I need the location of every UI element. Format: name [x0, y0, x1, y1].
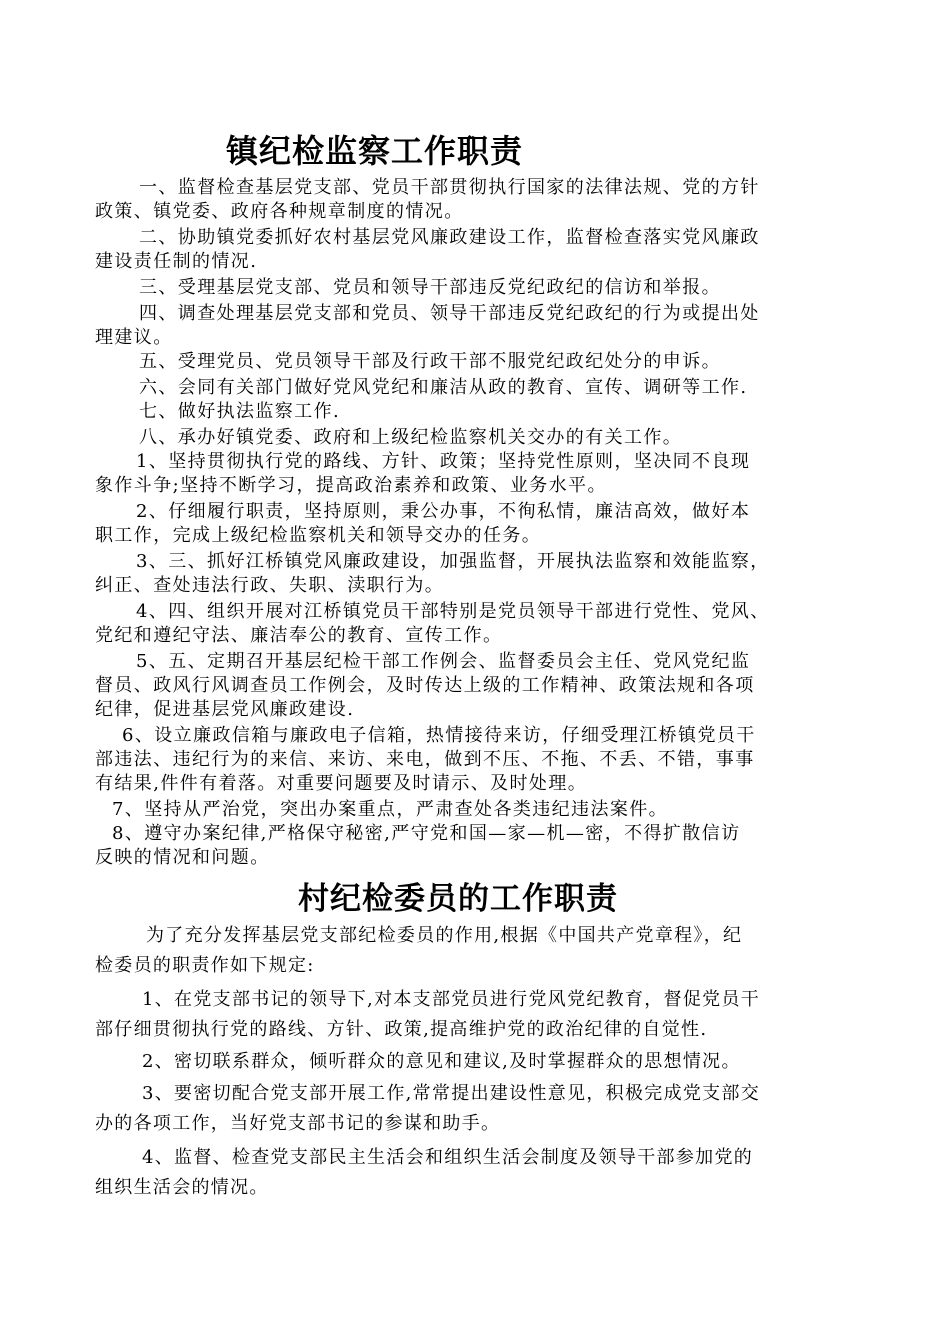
paragraph-line: 5、五、定期召开基层纪检干部工作例会、监督委员会主任、党风党纪监	[136, 651, 751, 672]
paragraph-line: 1、在党支部书记的领导下,对本支部党员进行党风党纪教育，督促党员干	[142, 989, 761, 1010]
paragraph-line: 组织生活会的情况。	[95, 1177, 269, 1198]
paragraph-line: 建设责任制的情况.	[95, 251, 258, 272]
paragraph-line: 一、监督检查基层党支部、党员干部贯彻执行国家的法律法规、党的方针	[139, 177, 760, 198]
paragraph-line: 象作斗争;坚持不断学习，提高政治素养和政策、业务水平。	[95, 475, 607, 496]
paragraph-line: 7、坚持从严治党，突出办案重点，严肃查处各类违纪违法案件。	[112, 799, 669, 820]
paragraph-line: 4、监督、检查党支部民主生活会和组织生活会制度及领导干部参加党的	[142, 1147, 754, 1168]
paragraph-line: 8、遵守办案纪律,严格保守秘密,严守党和国—家—机—密，不得扩散信访	[112, 823, 741, 844]
paragraph-line: 二、协助镇党委抓好农村基层党风廉政建设工作，监督检查落实党风廉政	[139, 227, 760, 248]
paragraph-line: 有结果,件件有着落。对重要问题要及时请示、及时处理。	[95, 773, 588, 794]
paragraph-line: 三、受理基层党支部、党员和领导干部违反党纪政纪的信访和举报。	[139, 277, 721, 298]
paragraph-line: 理建议。	[95, 327, 173, 348]
paragraph-line: 政策、镇党委、政府各种规章制度的情况。	[95, 201, 464, 222]
paragraph-line: 2、仔细履行职责，坚持原则，秉公办事，不徇私情，廉洁高效，做好本	[136, 501, 751, 522]
paragraph-line: 检委员的职责作如下规定:	[95, 955, 315, 976]
paragraph-line: 反映的情况和问题。	[95, 847, 270, 868]
paragraph-line: 1、坚持贯彻执行党的路线、方针、政策；坚持党性原则，坚决同不良现	[136, 451, 751, 472]
paragraph-line: 七、做好执法监察工作.	[139, 401, 341, 422]
paragraph-line: 六、会同有关部门做好党风党纪和廉洁从政的教育、宣传、调研等工作.	[139, 377, 748, 398]
paragraph-line: 纪律，促进基层党风廉政建设.	[95, 699, 355, 720]
paragraph-line: 6、设立廉政信箱与廉政电子信箱，热情接待来访，仔细受理江桥镇党员干	[122, 725, 756, 746]
paragraph-line: 党纪和遵纪守法、廉洁奉公的教育、宣传工作。	[95, 625, 503, 646]
paragraph-line: 为了充分发挥基层党支部纪检委员的作用,根据《中国共产党章程》，纪	[146, 925, 743, 946]
paragraph-line: 四、调查处理基层党支部和党员、领导干部违反党纪政纪的行为或提出处	[139, 303, 760, 324]
paragraph-line: 3、三、抓好江桥镇党风廉政建设，加强监督，开展执法监察和效能监察，	[136, 551, 770, 572]
paragraph-line: 部仔细贯彻执行党的路线、方针、政策,提高维护党的政治纪律的自觉性.	[95, 1019, 708, 1040]
paragraph-line: 八、承办好镇党委、政府和上级纪检监察机关交办的有关工作。	[139, 427, 683, 448]
section-title-village-discipline: 村纪检委员的工作职责	[298, 881, 618, 917]
paragraph-line: 五、受理党员、党员领导干部及行政干部不服党纪政纪处分的申诉。	[139, 351, 721, 372]
paragraph-line: 纠正、查处违法行政、失职、渎职行为。	[95, 575, 445, 596]
paragraph-line: 办的各项工作，当好党支部书记的参谋和助手。	[95, 1113, 501, 1134]
paragraph-line: 职工作，完成上级纪检监察机关和领导交办的任务。	[95, 525, 542, 546]
section-title-town-discipline: 镇纪检监察工作职责	[226, 132, 524, 170]
paragraph-line: 部违法、违纪行为的来信、来访、来电，做到不压、不拖、不丢、不错，事事	[95, 749, 755, 770]
paragraph-line: 3、要密切配合党支部开展工作,常常提出建设性意见，积极完成党支部交	[142, 1083, 761, 1104]
paragraph-line: 4、四、组织开展对江桥镇党员干部特别是党员领导干部进行党性、党风、	[136, 601, 770, 622]
paragraph-line: 督员、政风行风调查员工作例会，及时传达上级的工作精神、政策法规和各项	[95, 675, 755, 696]
paragraph-line: 2、密切联系群众，倾听群众的意见和建议,及时掌握群众的思想情况。	[142, 1051, 741, 1072]
